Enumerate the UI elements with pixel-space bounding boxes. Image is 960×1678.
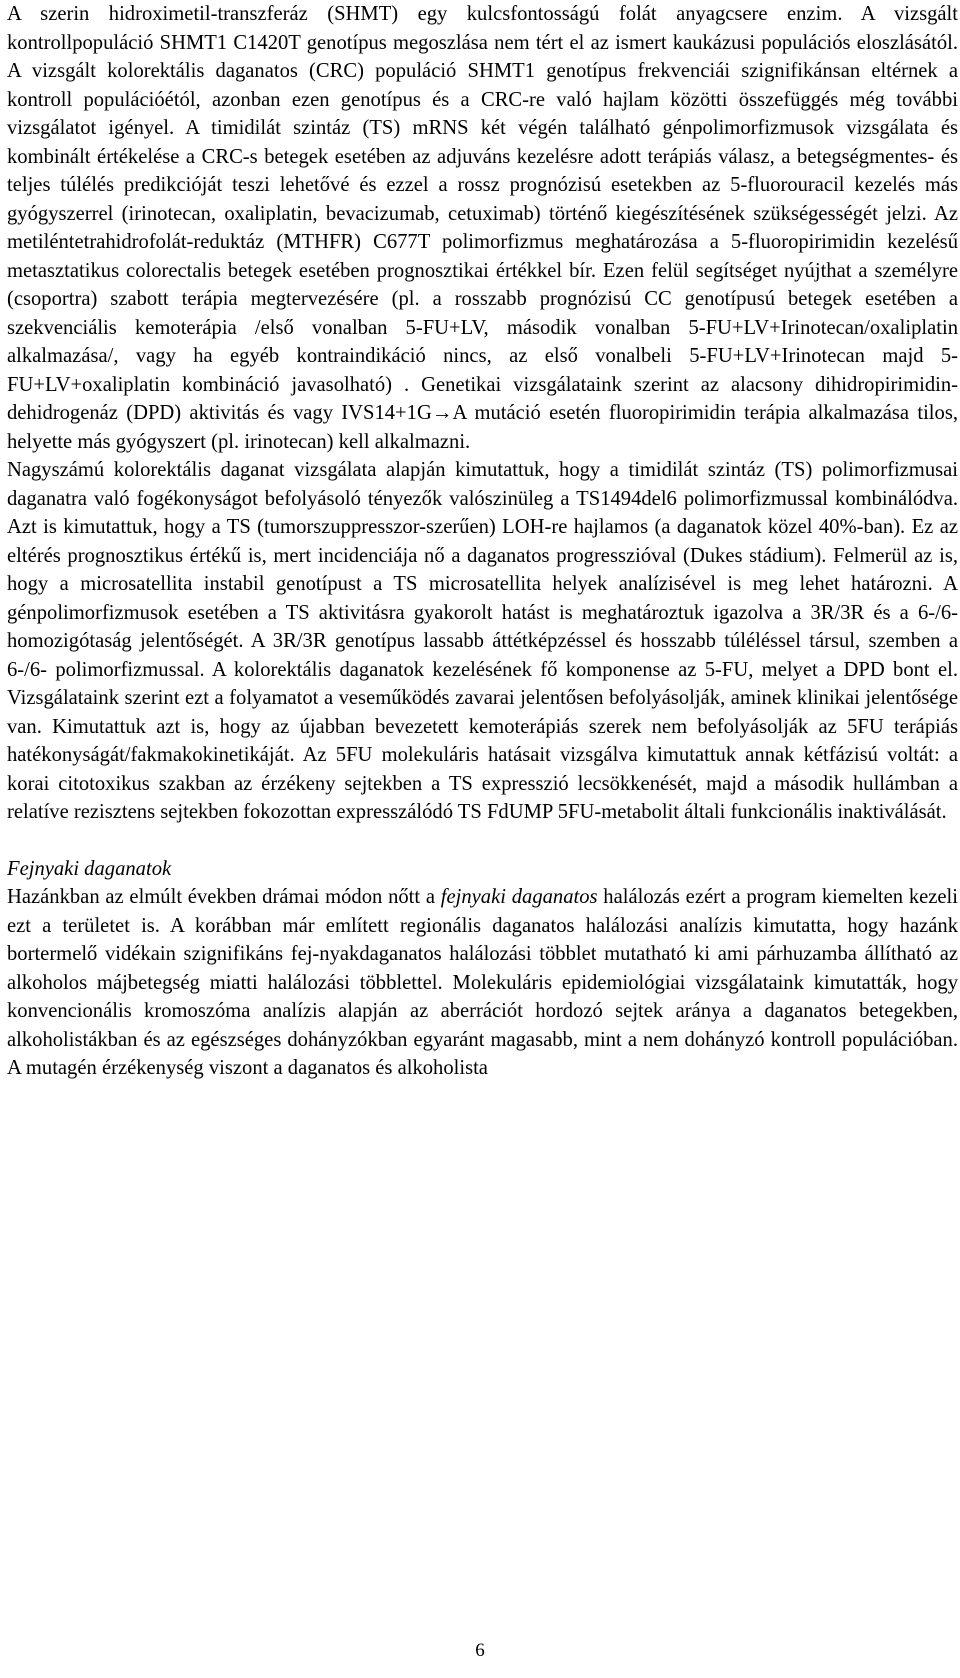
section-heading: Fejnyaki daganatok: [7, 857, 172, 880]
intro-text-rest: halálozás ezért a program kiemelten kezeli ezt a területet is. A korábban már említett regionális daganatos halálozási analízis kimutatta, hogy hazánk bortermelő vidékain szignifikáns fej-nyakdaganatos halálozási többlet mutatható ki ami párhuzamba állítható az alkoholos májbetegség miatti halálozási többlettel. Molekuláris epidemiológiai vizsgálataink kimutatták, hogy konvencionális kromoszóma analízis alapján az aberrációt hordozó sejtek aránya a daganatos betegekben, alkoholistákban és az egészséges dohányzókban egyaránt magasabb, mint a nem dohányzó kontroll populációban. A mutagén érzékenység viszont a daganatos és alkoholista: [7, 886, 958, 1079]
intro-emphasis: fejnyaki daganatos: [440, 886, 598, 908]
intro-text-start: Hazánkban az elmúlt években drámai módon nőtt a: [7, 886, 441, 908]
body-text: [7, 0, 958, 1083]
paragraph-folate-genetics: A szerin hidroximetil-transzferáz (SHMT) egy kulcsfontosságú folát anyagcsere enzim. A vizsgált kontrollpopuláció SHMT1 C1420T genotípus megoszlása nem tért el az ismert kaukázusi populációs eloszlásától. A vizsgált kolorektális daganatos (CRC) populáció SHMT1 genotípus frekvenciái szignifikánsan eltérnek a kontroll populációétól, azonban ezen genotípus és a CRC-re való hajlam közötti összefüggés még további vizsgálatot igényel. A timidilát szintáz (TS) mRNS két végén található génpolimorfizmusok vizsgálata és kombinált értékelése a CRC-s betegek esetében az adjuváns kezelésre adott terápiás válasz, a betegségmentes- és teljes túlélés predikcióját teszi lehetővé és ezzel a rossz prognózisú esetekben az 5-fluorouracil kezelés más gyógyszerrel (irinotecan, oxaliplatin, bevacizumab, cetuximab) történő kiegészítésének szükségességét jelzi. Az metiléntetrahidrofolát-reduktáz (MTHFR) C677T polimorfizmus meghatározása a 5-fluoropirimidin kezelésű metasztatikus colorectalis betegek esetében prognosztikai értékkel bír. Ezen felül segítséget nyújthat a személyre (csoportra) szabott terápia megtervezésére (pl. a rosszabb prognózisú CC genotípusú betegek esetében a szekvenciális kemoterápia /első vonalban 5-FU+LV, második vonalban 5-FU+LV+Irinotecan/oxaliplatin alkalmazása/, vagy ha egyéb kontraindikáció nincs, az első vonalbeli 5-FU+LV+Irinotecan majd 5-FU+LV+oxaliplatin kombináció javasolható) . Genetikai vizsgálataink szerint az alacsony dihidropirimidin-dehidrogenáz (DPD) aktivitás és vagy IVS14+1G→A mutáció esetén fluoropirimidin terápia alkalmazása tilos, helyette más gyógyszert (pl. irinotecan) kell alkalmazni.: [7, 3, 958, 453]
section-spacer: [7, 827, 958, 855]
paragraph-thymidylate-synthase: Nagyszámú kolorektális daganat vizsgálata alapján kimutattuk, hogy a timidilát szintáz (TS) polimorfizmusai daganatra való fogékonyságot befolyásoló tényezők valószinüleg a TS1494del6 polimorfizmussal kombinálódva. Azt is kimutattuk, hogy a TS (tumorszuppresszor-szerűen) LOH-re hajlamos (a daganatok közel 40%-ban). Ez az eltérés prognosztikus értékű is, mert incidenciája nő a daganatos progresszióval (Dukes stádium). Felmerül az is, hogy a microsatellita instabil genotípust a TS microsatellita helyek analízisével is meg lehet határozni. A génpolimorfizmusok esetében a TS aktivitásra gyakorolt hatást is meghatároztuk igazolva a 3R/3R és a 6-/6- homozigótaság jelentőségét. A 3R/3R genotípus lassabb áttétképzéssel és hosszabb túléléssel társul, szemben a 6-/6- polimorfizmussal. A kolorektális daganatok kezelésének fő komponense az 5-FU, melyet a DPD bont el. Vizsgálataink szerint ezt a folyamatot a veseműködés zavarai jelentősen befolyásolják, aminek klinikai jelentősége van. Kimutattuk azt is, hogy az újabban bevezetett kemoterápiás szerek nem befolyásolják az 5FU terápiás hatékonyságát/fakmakokinetikáját. Az 5FU molekuláris hatásait vizsgálva kimutattuk annak kétfázisú voltát: a korai citotoxikus szakban az érzékeny sejtekben a TS expresszió lecsökkenését, majd a második hullámban a relatíve rezisztens sejtekben fokozottan expresszálódó TS FdUMP 5FU-metabolit általi funkcionális inaktiválását.: [7, 459, 958, 823]
page-number: 6: [475, 1640, 485, 1661]
paragraph-head-neck-intro: [7, 883, 958, 1083]
